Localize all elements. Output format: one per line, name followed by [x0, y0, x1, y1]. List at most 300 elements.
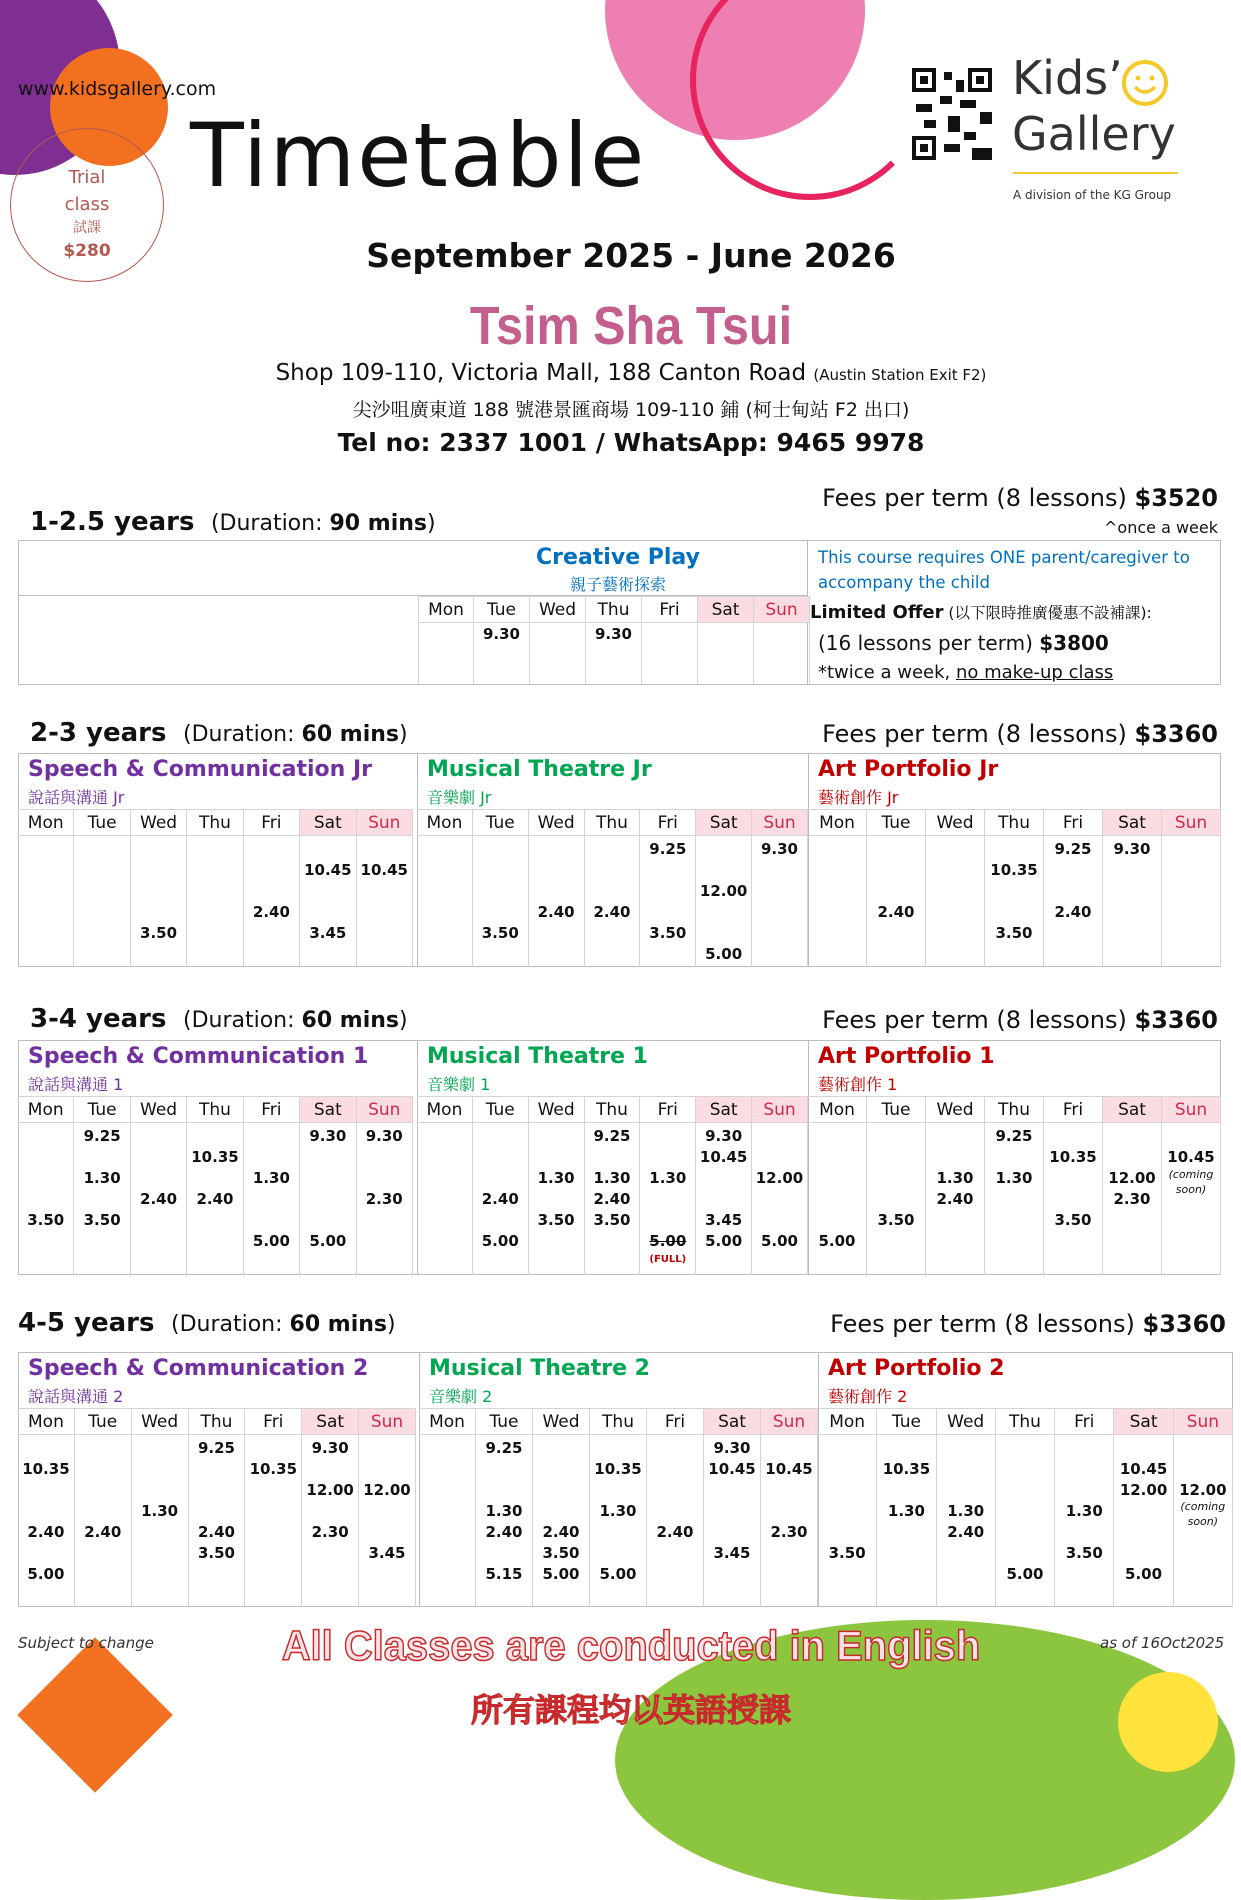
- website-link[interactable]: www.kidsgallery.com: [18, 78, 217, 100]
- s4-age-heading: [18, 1308, 396, 1338]
- s3-coming-soon: (coming soon): [1168, 1168, 1214, 1196]
- trial-price: $280: [63, 241, 111, 261]
- s4-fee-label: Fees per term (8 lessons): [830, 1310, 1143, 1338]
- s4-time: 2.40: [197, 1523, 235, 1541]
- s1-offer-head: [810, 598, 1220, 628]
- s1-dur-end: ): [427, 511, 436, 536]
- s4-day-fri: Fri: [1055, 1408, 1114, 1435]
- s4-day-mon: Mon: [18, 1408, 75, 1435]
- s4-col-thu: [189, 1435, 246, 1607]
- s1-age: 1-2.5 years: [30, 507, 195, 537]
- s2-time: 2.40: [593, 903, 631, 921]
- s4-time: 9.25: [485, 1439, 523, 1457]
- s2-time-cols: [808, 836, 1221, 967]
- s4-day-tue: Tue: [75, 1408, 132, 1435]
- s1-day-fri: Fri: [642, 596, 698, 623]
- address: [0, 360, 1241, 386]
- s3-col-fri: [640, 1123, 696, 1275]
- s2-time-cols: [417, 836, 808, 967]
- s3-time: 9.30: [309, 1127, 347, 1145]
- s2-col-sun: [1162, 836, 1221, 967]
- s2-day-row: [18, 809, 413, 836]
- s3-fee-label: Fees per term (8 lessons): [822, 1006, 1135, 1034]
- s2-course-name: Speech & Communication Jr: [28, 757, 373, 782]
- s4-day-sun: Sun: [761, 1408, 818, 1435]
- branch-name: Tsim Sha Tsui: [469, 296, 793, 356]
- logo-divider: [1013, 172, 1178, 174]
- subject-to-change: Subject to change: [18, 1634, 154, 1652]
- s4-time: 5.00: [27, 1565, 65, 1583]
- s1-col-tue: [474, 623, 530, 685]
- s2-day-sat: Sat: [696, 809, 752, 836]
- s2-day-row: [808, 809, 1221, 836]
- s1-col-fri: [642, 623, 698, 685]
- s1-fee-label: Fees per term (8 lessons): [822, 484, 1135, 512]
- address-zh: 尖沙咀廣東道 188 號港景匯商場 109-110 鋪 (柯士甸站 F2 出口): [352, 399, 910, 421]
- s3-col-sat: [300, 1123, 356, 1275]
- s4-course-zh: 音樂劇 2: [429, 1387, 493, 1406]
- s4-dur-label: (Duration:: [170, 1312, 290, 1337]
- s2-day-mon: Mon: [18, 809, 74, 836]
- s3-course-zh: 音樂劇 1: [427, 1075, 491, 1094]
- s3-day-thu: Thu: [585, 1096, 641, 1123]
- s4-time: 3.50: [1065, 1544, 1103, 1562]
- s3-day-fri: Fri: [1044, 1096, 1103, 1123]
- s2-day-sat: Sat: [1103, 809, 1162, 836]
- s2-time: 2.40: [1054, 903, 1092, 921]
- s4-time: 1.30: [485, 1502, 523, 1520]
- s2-day-sun: Sun: [752, 809, 808, 836]
- s3-age: 3-4 years: [30, 1004, 167, 1034]
- s4-time: 1.30: [947, 1502, 985, 1520]
- s2-time-cols: [18, 836, 413, 967]
- s3-col-thu: [187, 1123, 243, 1275]
- s3-time: 3.50: [593, 1211, 631, 1229]
- s1-offer-price: $3800: [1039, 631, 1109, 655]
- s4-time: 5.15: [485, 1565, 523, 1583]
- smiley-icon: [1120, 58, 1170, 108]
- s3-time: 3.50: [1054, 1211, 1092, 1229]
- s3-col-fri: [244, 1123, 300, 1275]
- s4-col-sun: [359, 1435, 416, 1607]
- s3-col-mon: [417, 1123, 473, 1275]
- s4-time: 1.30: [1065, 1502, 1103, 1520]
- s4-day-mon: Mon: [818, 1408, 877, 1435]
- s2-col-mon: [808, 836, 867, 967]
- s3-course-name: Musical Theatre 1: [427, 1044, 648, 1069]
- s2-col-wed: [131, 836, 187, 967]
- s4-time: 10.45: [765, 1460, 813, 1478]
- s3-time: 3.50: [537, 1211, 575, 1229]
- s1-day-mon: Mon: [418, 596, 474, 623]
- s3-day-mon: Mon: [18, 1096, 74, 1123]
- english-notice-zh: 所有課程均以英語授課: [470, 1691, 791, 1729]
- s3-time: 2.40: [593, 1190, 631, 1208]
- s2-col-sun: [752, 836, 808, 967]
- s4-time-cols: [18, 1435, 416, 1607]
- s4-time: 12.00: [363, 1481, 411, 1499]
- s4-time: 3.50: [828, 1544, 866, 1562]
- s2-day-fri: Fri: [1044, 809, 1103, 836]
- s3-col-tue: [473, 1123, 529, 1275]
- s1-day-thu: Thu: [586, 596, 642, 623]
- s3-time: 3.50: [27, 1211, 65, 1229]
- s1-col-wed: [530, 623, 586, 685]
- s2-course-zh: 藝術創作 Jr: [818, 788, 899, 807]
- s3-time: 1.30: [83, 1169, 121, 1187]
- s2-dur-label: (Duration:: [182, 722, 302, 747]
- s1-offer-zh: (以下限時推廣優惠不設補課):: [943, 604, 1152, 622]
- s3-time: 9.25: [995, 1127, 1033, 1145]
- s2-time: 3.50: [481, 924, 519, 942]
- s3-time: 3.50: [877, 1211, 915, 1229]
- s4-col-sat: [1114, 1435, 1173, 1607]
- logo-line1: Kids’: [1012, 51, 1123, 105]
- s2-day-mon: Mon: [808, 809, 867, 836]
- logo-subtitle: A division of the KG Group: [1013, 188, 1172, 202]
- s2-day-fri: Fri: [244, 809, 300, 836]
- s4-dur-end: ): [387, 1312, 396, 1337]
- s4-time: 9.25: [197, 1439, 235, 1457]
- s1-time: 9.30: [594, 625, 632, 643]
- s4-col-thu: [590, 1435, 647, 1607]
- s3-time: 9.25: [83, 1127, 121, 1145]
- s4-day-mon: Mon: [419, 1408, 476, 1435]
- s3-dur-end: ): [399, 1008, 408, 1033]
- s1-requirement: This course requires ONE parent/caregiver to accompany the child: [818, 548, 1190, 592]
- s4-day-tue: Tue: [476, 1408, 533, 1435]
- s4-coming-soon: (coming soon): [1180, 1500, 1226, 1528]
- s3-time: 3.50: [83, 1211, 121, 1229]
- s2-time: 12.00: [699, 882, 748, 900]
- s2-col-mon: [18, 836, 74, 967]
- s2-time: 9.25: [649, 840, 687, 858]
- s3-col-tue: [867, 1123, 926, 1275]
- s4-time: 10.35: [594, 1460, 642, 1478]
- s4-time: 9.30: [311, 1439, 349, 1457]
- s1-col-mon: [418, 623, 474, 685]
- s4-time-cols: [818, 1435, 1233, 1607]
- s3-col-sun: [357, 1123, 413, 1275]
- s1-day-tue: Tue: [474, 596, 530, 623]
- s4-time: 12.00: [1179, 1481, 1227, 1499]
- s4-col-wed: [937, 1435, 996, 1607]
- s3-time: 1.30: [252, 1169, 290, 1187]
- s3-time: 10.35: [1049, 1148, 1097, 1166]
- s2-time: 3.50: [995, 924, 1033, 942]
- s4-time: 3.45: [713, 1544, 751, 1562]
- s4-time: 10.45: [1119, 1460, 1168, 1478]
- s1-offer-line1: [810, 628, 1220, 658]
- s4-time: 2.40: [485, 1523, 523, 1541]
- s3-col-sat: [1103, 1123, 1162, 1275]
- s3-col-thu: [585, 1123, 641, 1275]
- s1-dur-label: (Duration:: [210, 511, 330, 536]
- s4-col-mon: [818, 1435, 877, 1607]
- s3-time-cols: [808, 1123, 1221, 1275]
- s2-day-tue: Tue: [867, 809, 926, 836]
- s3-fee: [822, 1006, 1218, 1034]
- s4-dur: 60 mins: [289, 1312, 388, 1337]
- s1-offer-line2: [810, 658, 1220, 688]
- s3-day-sun: Sun: [357, 1096, 413, 1123]
- s3-day-wed: Wed: [926, 1096, 985, 1123]
- s4-col-fri: [647, 1435, 704, 1607]
- s4-time: 1.30: [887, 1502, 925, 1520]
- s3-time: 2.40: [196, 1190, 234, 1208]
- s3-day-thu: Thu: [187, 1096, 243, 1123]
- s3-col-sat: [696, 1123, 752, 1275]
- s2-time: 10.35: [990, 861, 1038, 879]
- s3-time: 5.00: [481, 1232, 519, 1250]
- s2-time: 2.40: [252, 903, 290, 921]
- s2-dur: 60 mins: [301, 722, 400, 747]
- s3-time: 2.40: [936, 1190, 974, 1208]
- s3-day-sat: Sat: [300, 1096, 356, 1123]
- s2-day-row: [417, 809, 808, 836]
- s2-time: 9.30: [760, 840, 798, 858]
- s2-col-thu: [985, 836, 1044, 967]
- s3-day-sun: Sun: [752, 1096, 808, 1123]
- s2-col-wed: [529, 836, 585, 967]
- qr-code-icon: [912, 68, 992, 160]
- s3-fee-amount: $3360: [1134, 1006, 1218, 1034]
- s4-col-wed: [132, 1435, 189, 1607]
- s1-col-sun: [754, 623, 810, 685]
- s3-full-label: (FULL): [649, 1254, 687, 1265]
- s3-col-mon: [18, 1123, 74, 1275]
- s4-time: 5.00: [1125, 1565, 1163, 1583]
- s3-day-row: [18, 1096, 413, 1123]
- s1-age-heading: [30, 507, 436, 537]
- s2-day-wed: Wed: [131, 809, 187, 836]
- s4-col-fri: [1055, 1435, 1114, 1607]
- s3-day-fri: Fri: [244, 1096, 300, 1123]
- s3-time: 9.25: [593, 1127, 631, 1145]
- s4-day-row: [419, 1408, 818, 1435]
- period: September 2025 - June 2026: [366, 236, 896, 275]
- address-en: Shop 109-110, Victoria Mall, 188 Canton Road: [275, 360, 807, 386]
- s4-course-name: Speech & Communication 2: [28, 1356, 369, 1381]
- s4-col-fri: [245, 1435, 302, 1607]
- s1-course-zh: 親子藝術探索: [569, 575, 666, 594]
- s3-time: 3.45: [705, 1211, 743, 1229]
- s3-time: 2.30: [365, 1190, 403, 1208]
- s3-col-wed: [529, 1123, 585, 1275]
- s3-time: 5.00: [649, 1232, 687, 1250]
- s3-col-thu: [985, 1123, 1044, 1275]
- s2-day-sun: Sun: [357, 809, 413, 836]
- as-of-date: as of 16Oct2025: [1100, 1634, 1225, 1652]
- trial-line2: class: [64, 194, 110, 215]
- s3-day-sat: Sat: [696, 1096, 752, 1123]
- s4-day-thu: Thu: [189, 1408, 246, 1435]
- s4-day-wed: Wed: [937, 1408, 996, 1435]
- s3-time: 2.40: [140, 1190, 178, 1208]
- s2-time: 2.40: [877, 903, 915, 921]
- s2-course-name: Art Portfolio Jr: [818, 757, 999, 782]
- s4-day-sat: Sat: [302, 1408, 359, 1435]
- s4-course-name: Art Portfolio 2: [828, 1356, 1005, 1381]
- s4-time: 12.00: [306, 1481, 354, 1499]
- s2-day-thu: Thu: [187, 809, 243, 836]
- s4-time: 2.40: [27, 1523, 65, 1541]
- s4-course-zh: 說話與溝通 2: [28, 1387, 124, 1406]
- s3-course-zh: 說話與溝通 1: [28, 1075, 124, 1094]
- s2-day-tue: Tue: [74, 809, 130, 836]
- s3-time: 2.40: [481, 1190, 519, 1208]
- s4-col-sat: [302, 1435, 359, 1607]
- s3-day-row: [417, 1096, 808, 1123]
- s4-fee-amount: $3360: [1142, 1310, 1226, 1338]
- s3-time: 2.30: [1113, 1190, 1151, 1208]
- s4-time: 2.40: [84, 1523, 122, 1541]
- s2-time: 3.45: [309, 924, 347, 942]
- s2-col-fri: [244, 836, 300, 967]
- s1-time-cols: [418, 623, 810, 685]
- s1-time: 9.30: [482, 625, 520, 643]
- s4-day-sun: Sun: [359, 1408, 416, 1435]
- s3-col-tue: [74, 1123, 130, 1275]
- address-note: (Austin Station Exit F2): [813, 366, 987, 384]
- s4-time: 5.00: [542, 1565, 580, 1583]
- s4-col-mon: [419, 1435, 476, 1607]
- s4-day-fri: Fri: [647, 1408, 704, 1435]
- s1-fee-amount: $3520: [1134, 484, 1218, 512]
- s3-time-cols: [18, 1123, 413, 1275]
- s3-age-heading: [30, 1004, 408, 1034]
- s1-day-sun: Sun: [754, 596, 810, 623]
- s3-day-sun: Sun: [1162, 1096, 1221, 1123]
- s3-time: 1.30: [537, 1169, 575, 1187]
- s2-col-sat: [300, 836, 356, 967]
- s4-time: 1.30: [141, 1502, 179, 1520]
- s3-col-sun: [752, 1123, 808, 1275]
- s2-fee-amount: $3360: [1134, 720, 1218, 748]
- s4-age: 4-5 years: [18, 1308, 155, 1338]
- s3-day-sat: Sat: [1103, 1096, 1162, 1123]
- s2-time: 3.50: [649, 924, 687, 942]
- s2-col-tue: [473, 836, 529, 967]
- s3-dur-label: (Duration:: [182, 1008, 302, 1033]
- trial-line1: Trial: [68, 167, 106, 188]
- s2-time: 10.45: [304, 861, 352, 879]
- s4-day-sat: Sat: [1114, 1408, 1173, 1435]
- trial-zh: 試課: [73, 220, 101, 236]
- s4-day-row: [18, 1408, 416, 1435]
- s3-time: 9.30: [365, 1127, 403, 1145]
- s1-course-name: Creative Play: [536, 545, 700, 570]
- s4-time: 5.00: [599, 1565, 637, 1583]
- s2-time: 9.30: [1113, 840, 1151, 858]
- s1-fee: [822, 484, 1218, 512]
- s2-col-thu: [585, 836, 641, 967]
- s4-day-row: [818, 1408, 1233, 1435]
- english-notice: All Classes are conducted in English: [281, 1622, 981, 1669]
- s3-col-wed: [131, 1123, 187, 1275]
- s2-day-wed: Wed: [529, 809, 585, 836]
- s4-fee: [830, 1310, 1226, 1338]
- s4-time: 1.30: [599, 1502, 637, 1520]
- s3-time: 5.00: [705, 1232, 743, 1250]
- s1-col-sat: [698, 623, 754, 685]
- s3-col-sun: [1162, 1123, 1221, 1275]
- contact-numbers[interactable]: Tel no: 2337 1001 / WhatsApp: 9465 9978: [337, 428, 925, 457]
- s3-time: 1.30: [936, 1169, 974, 1187]
- s3-time: 5.00: [309, 1232, 347, 1250]
- s4-day-sat: Sat: [704, 1408, 761, 1435]
- s3-time: 12.00: [1108, 1169, 1156, 1187]
- s4-day-wed: Wed: [533, 1408, 590, 1435]
- s4-time: 10.45: [708, 1460, 756, 1478]
- s3-dur: 60 mins: [301, 1008, 400, 1033]
- s3-col-wed: [926, 1123, 985, 1275]
- s2-col-sun: [357, 836, 413, 967]
- s2-time: 2.40: [537, 903, 575, 921]
- s4-day-thu: Thu: [996, 1408, 1055, 1435]
- s2-course-zh: 音樂劇 Jr: [427, 788, 492, 807]
- s4-col-sun: [1174, 1435, 1233, 1607]
- s3-course-name: Speech & Communication 1: [28, 1044, 369, 1069]
- s2-day-wed: Wed: [926, 809, 985, 836]
- s1-offer-lessons: (16 lessons per term): [818, 631, 1040, 655]
- s4-time: 2.40: [542, 1523, 580, 1541]
- s4-time: 10.35: [22, 1460, 70, 1478]
- s2-col-thu: [187, 836, 243, 967]
- s1-offer: [810, 598, 1220, 688]
- s4-col-tue: [877, 1435, 936, 1607]
- s3-time: 10.35: [191, 1148, 239, 1166]
- s3-time: 9.30: [705, 1127, 743, 1145]
- pink-ring: [690, 0, 930, 200]
- s2-fee: [822, 720, 1218, 748]
- s1-offer-freq: *twice a week,: [818, 662, 956, 683]
- s3-day-tue: Tue: [74, 1096, 130, 1123]
- s1-col-thu: [586, 623, 642, 685]
- s3-course-name: Art Portfolio 1: [818, 1044, 995, 1069]
- s4-course-name: Musical Theatre 2: [429, 1356, 650, 1381]
- s3-time: 5.00: [818, 1232, 856, 1250]
- s2-day-thu: Thu: [985, 809, 1044, 836]
- s2-course-name: Musical Theatre Jr: [427, 757, 652, 782]
- s4-time: 5.00: [1006, 1565, 1044, 1583]
- s2-day-sun: Sun: [1162, 809, 1221, 836]
- s4-day-tue: Tue: [877, 1408, 936, 1435]
- s2-day-mon: Mon: [417, 809, 473, 836]
- s2-col-sat: [1103, 836, 1162, 967]
- s4-time: 12.00: [1119, 1481, 1168, 1499]
- s3-course-zh: 藝術創作 1: [818, 1075, 898, 1094]
- s4-time: 2.40: [656, 1523, 694, 1541]
- s2-col-tue: [74, 836, 130, 967]
- s3-time: 5.00: [252, 1232, 290, 1250]
- s4-time: 10.35: [249, 1460, 298, 1478]
- s3-day-mon: Mon: [808, 1096, 867, 1123]
- s3-time: 5.00: [760, 1232, 798, 1250]
- s3-time-cols: [417, 1123, 808, 1275]
- s3-day-row: [808, 1096, 1221, 1123]
- s2-dur-end: ): [399, 722, 408, 747]
- s3-day-thu: Thu: [985, 1096, 1044, 1123]
- s3-day-mon: Mon: [417, 1096, 473, 1123]
- s1-offer-nomake: no make-up class: [955, 662, 1114, 683]
- s4-col-thu: [996, 1435, 1055, 1607]
- s2-day-sat: Sat: [300, 809, 356, 836]
- s2-day-thu: Thu: [585, 809, 641, 836]
- s2-col-tue: [867, 836, 926, 967]
- s2-col-fri: [640, 836, 696, 967]
- s3-time: 10.45: [699, 1148, 748, 1166]
